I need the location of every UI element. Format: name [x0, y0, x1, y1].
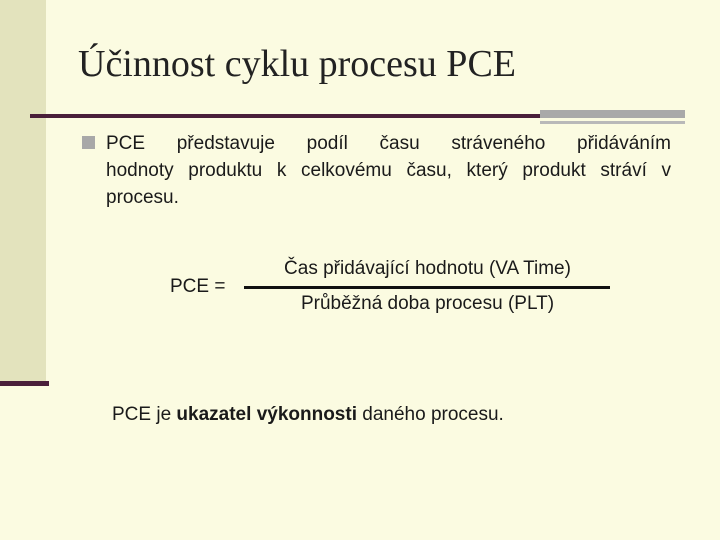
title-rule-accent-thin [540, 121, 685, 124]
slide-title: Účinnost cyklu procesu PCE [78, 43, 517, 85]
formula-denominator: Průběžná doba procesu (PLT) [300, 293, 555, 314]
bullet-paragraph [106, 130, 671, 211]
left-decorative-bar [0, 0, 46, 384]
left-bar-accent [0, 381, 49, 386]
formula-lhs: PCE = [170, 276, 226, 297]
title-rule-accent [540, 110, 685, 118]
fraction-line [244, 286, 610, 289]
conclusion-part: daného procesu. [357, 404, 504, 425]
formula-numerator: Čas přidávající hodnotu (VA Time) [284, 258, 571, 279]
conclusion-part: PCE je [112, 404, 177, 425]
bullet-line: PCE představuje podíl času stráveného přidáváním [106, 133, 671, 154]
conclusion-bold: ukazatel [176, 404, 252, 425]
conclusion-text [112, 404, 504, 426]
title-rule [30, 114, 540, 118]
bullet-line: procesu. [106, 187, 179, 208]
bullet-line: hodnoty produktu k celkovému času, který produkt stráví v [106, 160, 671, 181]
bullet-square-icon [82, 136, 95, 149]
conclusion-bold: výkonnosti [256, 404, 357, 425]
